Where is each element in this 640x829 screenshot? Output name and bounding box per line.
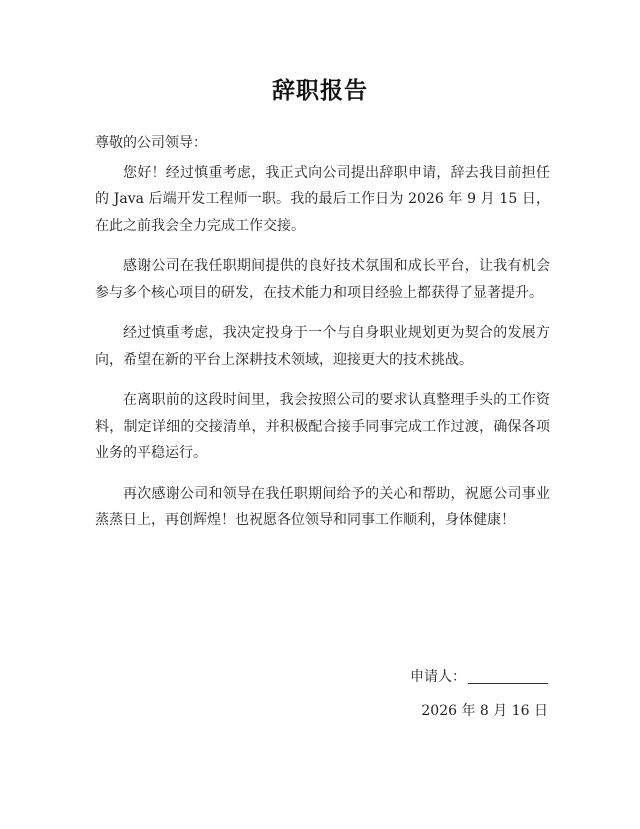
paragraph-closing: 再次感谢公司和领导在我任职期间给予的关心和帮助，祝愿公司事业蒸蒸日上，再创辉煌！也祝愿各位领导和同事工作顺利，身体健康！ xyxy=(95,485,550,528)
signature-label: 申请人： xyxy=(410,669,466,685)
document-title: 辞职报告 xyxy=(272,78,368,104)
salutation: 尊敬的公司领导： xyxy=(95,135,207,151)
letter-body xyxy=(95,130,550,548)
signature-blank xyxy=(468,667,548,684)
paragraph-gratitude: 感谢公司在我任职期间提供的良好技术氛围和成长平台，让我有机会参与多个核心项目的研发，在技术能力和项目经验上都获得了显著提升。 xyxy=(95,258,550,301)
signature-block xyxy=(410,664,548,724)
signature-date: 2026 年 8 月 16 日 xyxy=(421,703,548,719)
paragraph-reason: 经过慎重考虑，我决定投身于一个与自身职业规划更为契合的发展方向，希望在新的平台上深耕技术领域，迎接更大的技术挑战。 xyxy=(95,325,550,368)
paragraph-greeting: 您好！经过慎重考虑，我正式向公司提出辞职申请，辞去我目前担任的 Java 后端开发工程师一职。我的最后工作日为 2026 年 9 月 15 日，在此之前我会全力完成工作交接。 xyxy=(95,164,550,234)
signature-line xyxy=(410,664,548,690)
paragraph-handover: 在离职前的这段时间里，我会按照公司的要求认真整理手头的工作资料，制定详细的交接清单，并积极配合接手同事完成工作过渡，确保各项业务的平稳运行。 xyxy=(95,392,550,461)
